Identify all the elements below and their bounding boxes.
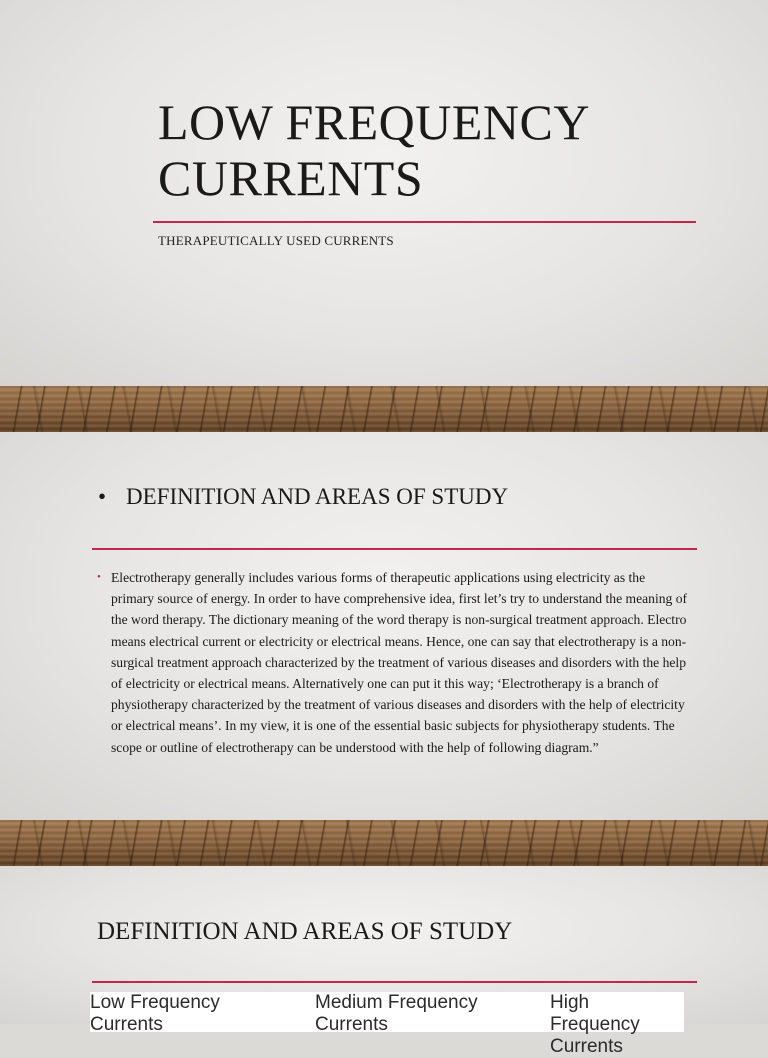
column-medium-line1: Medium Frequency xyxy=(315,992,478,1013)
slide-title xyxy=(0,0,768,386)
heading-text: DEFINITION AND AREAS OF STUDY xyxy=(126,484,509,509)
title-divider xyxy=(153,221,696,223)
slide-title-heading xyxy=(158,94,718,206)
slide2-body-text: Electrotherapy generally includes various forms of therapeutic applications using electricity as the primary source of energy. In order to have comprehensive idea, first let’s try to understand the meaning of the word therapy. The dictionary meaning of the word therapy is non-surgical treatment approach. Electro means electrical current or electricity or electrical means. Hence, one can say that electrotherapy is a non-surgical treatment approach characterized by the treatment of various diseases and disorders with the help of electricity or electrical means. Alternatively one can put it this way; ‘Electrotherapy is a branch of physiotherapy characterized by the treatment of various diseases and disorders with the help of electricity or electrical means’. In my view, it is one of the essential basic subjects for physiotherapy students. The scope or outline of electrotherapy can be understood with the help of following diagram.” xyxy=(111,570,688,755)
slide-subtitle: THERAPEUTICALLY USED CURRENTS xyxy=(158,233,394,248)
wood-floor-divider-2 xyxy=(0,820,768,866)
slide2-divider xyxy=(92,548,697,550)
column-medium-line2: Currents xyxy=(315,1014,388,1035)
slide3-heading: DEFINITION AND AREAS OF STUDY xyxy=(97,918,513,945)
column-high-frequency xyxy=(550,992,684,1058)
body-bullet: • xyxy=(97,571,101,583)
frequency-table xyxy=(90,992,684,1057)
column-high-line1: High Frequency xyxy=(550,992,640,1035)
column-medium-frequency xyxy=(315,992,478,1036)
heading-bullet: • xyxy=(98,484,107,509)
slide3-divider xyxy=(92,981,697,983)
column-low-frequency xyxy=(90,992,220,1036)
title-line-2: CURRENTS xyxy=(158,150,424,206)
title-line-1: LOW FREQUENCY xyxy=(158,94,590,150)
column-low-line2: Currents xyxy=(90,1014,163,1035)
column-high-line2: Currents xyxy=(550,1036,623,1057)
wood-floor-divider xyxy=(0,386,768,432)
column-low-line1: Low Frequency xyxy=(90,992,220,1013)
